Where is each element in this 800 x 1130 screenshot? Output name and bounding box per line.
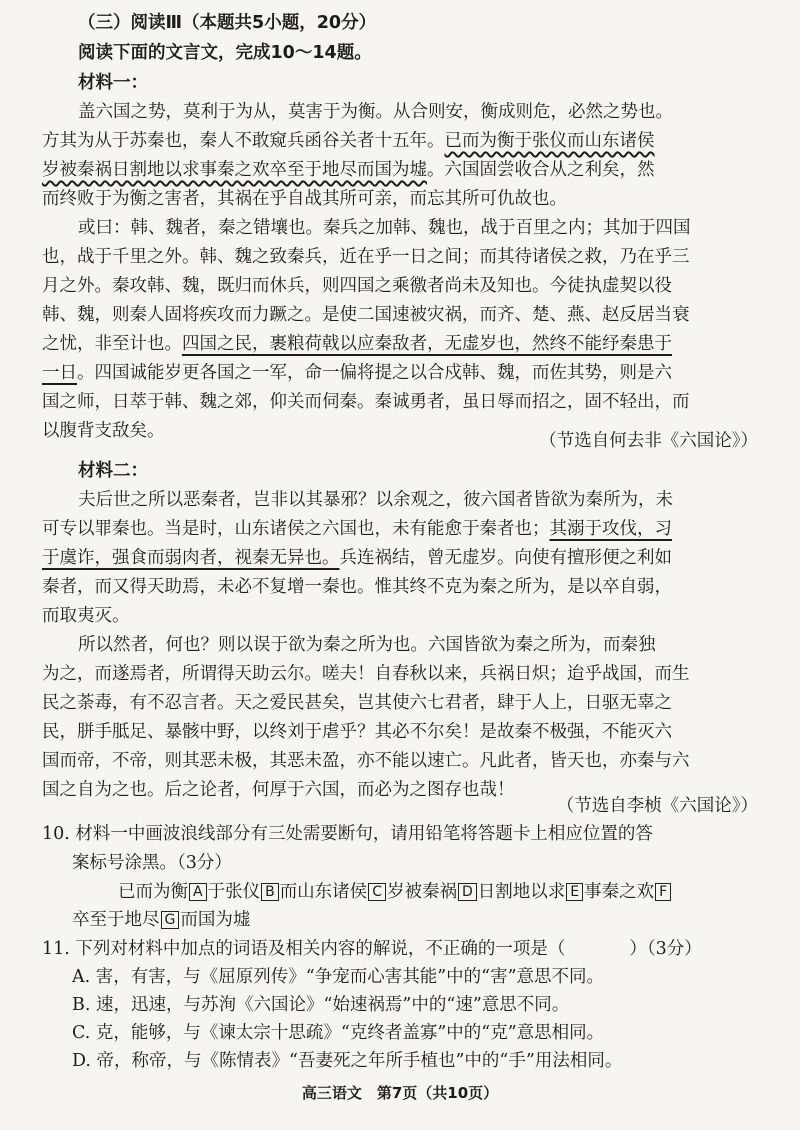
section-instruction: 阅读下面的文言文，完成10～14题。	[78, 43, 372, 63]
straight-underline: 其溺于攻伐，习	[549, 519, 672, 539]
m1-line: 或曰：韩、魏者，秦之错壤也。秦兵之加韩、魏也，战于百里之内；其加于四国	[78, 218, 691, 238]
wavy-underline: 岁被秦祸日割地以求事秦之欢卒至于地尽而国为墟	[42, 160, 427, 180]
m2-line: 可专以罪秦也。当是时，山东诸侯之六国也，未有能愈于秦者也；其溺于攻伐，习	[42, 519, 672, 539]
m2-line: 民之荼毒，有不忍言者。天之爱民甚矣，岂其使六七君者，肆于人上，日驱无辜之	[42, 693, 672, 713]
m2-line: 所以然者，何也？则以误于欲为秦之所为也。六国皆欲为秦之所为，而秦独	[78, 635, 656, 655]
q10-stem-cont: 案标号涂黑。（3分）	[72, 853, 232, 873]
material2-source: （节选自李桢《六国论》）	[556, 796, 758, 816]
page-footer: 高三语文 第7页（共10页）	[301, 1084, 499, 1102]
m1-line: 一日。四国诚能岁更各国之一军，命一偏将提之以合戍韩、魏，而佐其势，则是六	[42, 363, 672, 383]
m1-line: 月之外。秦攻韩、魏，既归而休兵，则四国之乘徼者尚未及知也。今徒执虚契以役	[42, 276, 672, 296]
m1-line: 也，战于千里之外。韩、魏之致秦兵，近在乎一日之间；而其待诸侯之救，乃在乎三	[42, 247, 690, 267]
material1-label: 材料一：	[78, 73, 148, 93]
m1-line: 而终败于为衡之害者，其祸在乎自战其所可亲，而忘其所可仇故也。	[42, 189, 567, 209]
m1-line: 以腹背支敌矣。	[42, 421, 165, 441]
m2-line: 国之自为之也。后之论者，何厚于六国，而必为之图存也哉！	[42, 780, 515, 800]
q11-option-a: A. 害，有害，与《屈原列传》“争宠而心害其能”中的“害”意思不同。	[72, 967, 605, 987]
q10-stem: 10. 材料一中画波浪线部分有三处需要断句，请用铅笔将答题卡上相应位置的答	[42, 824, 653, 844]
option-box-d: D	[458, 883, 477, 901]
m1-line: 盖六国之势，莫利于为从，莫害于为衡。从合则安，衡成则危，必然之势也。	[78, 102, 673, 122]
material2-label: 材料二：	[78, 461, 148, 481]
option-box-g: G	[161, 911, 180, 929]
m2-line: 国而帝，不帝，则其恶未极，其恶未盈，亦不能以速亡。凡此者，皆天也，亦秦与六	[42, 751, 690, 771]
m2-line: 夫后世之所以恶秦者，岂非以其暴邪？以余观之，彼六国者皆欲为秦所为，未	[78, 490, 673, 510]
option-box-f: F	[655, 883, 671, 901]
q11-option-b: B. 速，迅速，与苏洵《六国论》“始速祸焉”中的“速”意思不同。	[72, 995, 570, 1015]
q11-option-c: C. 克，能够，与《谏太宗十思疏》“克终者盖寡”中的“克”意思相同。	[72, 1023, 605, 1043]
q10-sentence-cont: 卒至于地尽 G 而国为墟	[72, 910, 251, 930]
m1-line: 之忧，非至计也。四国之民，裹粮荷戟以应秦敌者，无虚岁也，然终不能纾秦患于	[42, 334, 672, 354]
straight-underline: 一日	[42, 363, 77, 383]
m1-line: 岁被秦祸日割地以求事秦之欢卒至于地尽而国为墟。六国固尝收合从之利矣，然	[42, 160, 655, 180]
m1-line: 方其为从于苏秦也，秦人不敢窥兵函谷关者十五年。已而为衡于张仪而山东诸侯	[42, 131, 655, 151]
m1-line: 韩、魏，则秦人固将疾攻而力蹶之。是使二国速被灾祸，而齐、楚、燕、赵反居当衰	[42, 305, 690, 325]
option-box-e: E	[566, 883, 583, 901]
q11-stem: 11. 下列对材料中加点的词语及相关内容的解说，不正确的一项是（ ）（3分）	[42, 939, 702, 959]
wavy-underline: 已而为衡于张仪而山东诸侯	[444, 131, 655, 151]
straight-underline: 四国之民，裹粮荷戟以应秦敌者，无虚岁也，然终不能纾秦患于	[182, 334, 672, 354]
m2-line: 秦者，而又得天助焉，未必不复增一秦也。惟其终不克为秦之所为，是以卒自弱，	[42, 577, 672, 597]
section-title: （三）阅读Ⅲ（本题共5小题，20分）	[78, 13, 377, 33]
m1-line: 国之师，日萃于韩、魏之郊，仰关而伺秦。秦诚勇者，虽日辱而招之，固不轻出，而	[42, 392, 690, 412]
material1-source: （节选自何去非《六国论》）	[539, 431, 758, 451]
option-box-b: B	[261, 883, 279, 901]
straight-underline: 于虞诈，强食而弱肉者，视秦无异也。	[42, 548, 340, 568]
m2-line: 而取夷灭。	[42, 606, 130, 626]
m2-line: 为之，而遂焉者，所谓得天助云尔。嗟夫！自春秋以来，兵祸日炽；迨乎战国，而生	[42, 664, 690, 684]
m2-line: 民，胼手胝足、暴骸中野，以终刘于虐乎？其必不尔矣！是故秦不极强，不能灭六	[42, 722, 672, 742]
m2-line: 于虞诈，强食而弱肉者，视秦无异也。兵连祸结，曾无虚岁。向使有擅形便之利如	[42, 548, 672, 568]
q11-option-d: D. 帝，称帝，与《陈情表》“吾妻死之年所手植也”中的“手”用法相同。	[72, 1051, 623, 1071]
option-box-a: A	[189, 883, 207, 901]
option-box-c: C	[368, 883, 386, 901]
q10-sentence: 已而为衡 A 于张仪 B 而山东诸侯 C 岁被秦祸 D 日割地以求 E 事秦之欢 F	[118, 879, 672, 905]
